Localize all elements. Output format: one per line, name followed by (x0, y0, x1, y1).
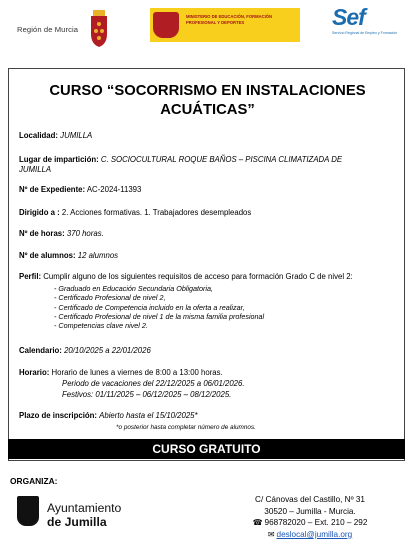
plazo-row (19, 411, 399, 421)
contact-city: 30520 – Jumilla - Murcia. (264, 506, 356, 516)
contact-email-link[interactable]: deslocal@jumilla.org (276, 529, 353, 539)
festivos-text: Festivos: 01/11/2025 – 06/12/2025 – 08/12/2025. (62, 390, 232, 399)
horas-label: Nº de horas: (19, 229, 65, 238)
ministerio-text: MINISTERIO DE EDUCACIÓN, FORMACIÓN PROFESIONAL Y DEPORTES (186, 14, 273, 25)
localidad-row (19, 131, 399, 141)
horario-row (19, 368, 399, 378)
localidad-label: Localidad: (19, 131, 58, 140)
plazo-value: Abierto hasta el 15/10/2025* (99, 411, 198, 420)
title-line-1: CURSO “SOCORRISMO EN INSTALACIONES (49, 83, 366, 99)
calendario-row (19, 346, 399, 356)
spain-shield-icon (153, 12, 179, 38)
ayuntamiento-line-2: de Jumilla (47, 515, 107, 529)
sef-logo-text: Sef (332, 4, 365, 30)
region-murcia-text: Región de Murcia (17, 25, 79, 34)
perfil-row (19, 272, 399, 282)
murcia-shield-icon (87, 10, 111, 48)
title-line-2: ACUÁTICAS” (160, 102, 255, 118)
expediente-value: AC-2024-11393 (86, 185, 142, 194)
horario-label: Horario: (19, 368, 50, 377)
contact-phone: 968782020 – Ext. 210 – 292 (264, 518, 368, 528)
calendario-label: Calendario: (19, 346, 62, 355)
lugar-label: Lugar de impartición: (19, 155, 99, 164)
alumnos-label: Nº de alumnos: (19, 251, 76, 260)
expediente-label: Nº de Expediente: (19, 185, 86, 194)
perfil-value: Cumplir alguno de los siguientes requisitos de acceso para formación Grado C de nivel 2: (43, 272, 353, 281)
contact-address: C/ Cánovas del Castillo, Nº 31 (255, 495, 365, 504)
header (0, 0, 417, 70)
perfil-label: Perfil: (19, 272, 42, 281)
vacaciones-text: Periodo de vacaciones del 22/12/2025 a 06/01/2026. (62, 379, 245, 388)
ayuntamiento-line-1: Ayuntamiento (47, 501, 122, 515)
list-item: - Competencias clave nivel 2. (63, 321, 264, 330)
organiza-label: ORGANIZA: (10, 476, 58, 486)
plazo-label: Plazo de inscripción: (19, 411, 97, 420)
requisitos-list (58, 284, 265, 331)
region-murcia-logo (17, 10, 117, 54)
jumilla-shield-icon (17, 496, 39, 526)
ministerio-logo (150, 8, 300, 42)
dirigido-value: 2. Acciones formativas. 1. Trabajadores desempleados (61, 208, 252, 217)
course-info-box (8, 68, 405, 461)
list-item: - Certificado Profesional de nivel 2, (63, 293, 264, 302)
contact-phone-row (210, 517, 410, 529)
list-item: - Certificado Profesional de nivel 1 de la misma familia profesional (63, 312, 264, 321)
free-course-banner: CURSO GRATUITO (8, 439, 405, 459)
plazo-note: *o posterior hasta completar número de alumnos. (116, 424, 256, 431)
expediente-row (19, 185, 399, 195)
horas-row (19, 229, 399, 239)
envelope-icon: ✉ (267, 529, 275, 539)
lugar-value-2: JUMILLA (19, 165, 52, 174)
course-title (9, 82, 406, 120)
ayuntamiento-logo (17, 496, 157, 534)
horario-value: Horario de lunes a viernes de 8:00 a 13:00 horas. (51, 368, 223, 377)
localidad-value: JUMILLA (60, 131, 93, 140)
lugar-row (19, 155, 399, 175)
contact-email-row (210, 529, 410, 541)
sef-logo (332, 6, 412, 48)
alumnos-row (19, 251, 399, 261)
contact-block (210, 494, 410, 540)
alumnos-value: 12 alumnos (77, 251, 119, 260)
list-item: - Graduado en Educación Secundaria Obligatoria, (63, 284, 264, 293)
sef-subtitle: Servicio Regional de Empleo y Formación (332, 31, 398, 35)
list-item: - Certificado de Competencia incluido en la oferta a realizar, (63, 303, 264, 312)
lugar-value-1: C. SOCIOCULTURAL ROQUE BAÑOS – PISCINA CLIMATIZADA DE (100, 155, 343, 164)
dirigido-label: Dirigido a : (19, 208, 60, 217)
calendario-value: 20/10/2025 a 22/01/2026 (64, 346, 151, 355)
horas-value: 370 horas. (66, 229, 104, 238)
dirigido-row (19, 208, 399, 218)
phone-icon: ☎ (252, 518, 263, 528)
